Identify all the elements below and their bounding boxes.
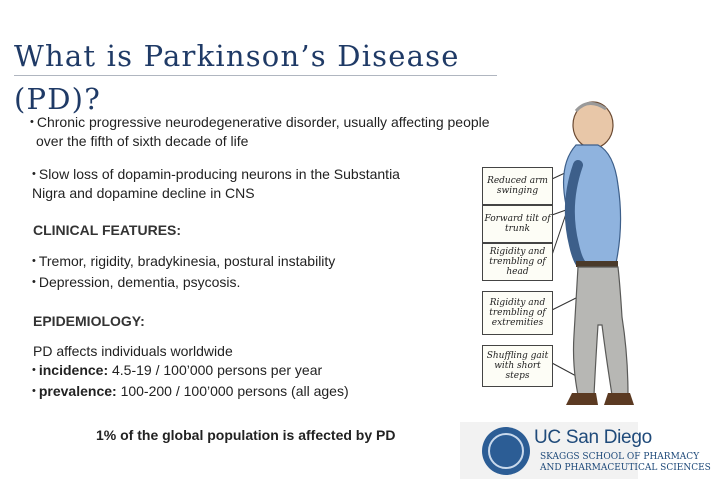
intro-bullet-2: • Slow loss of dopamin-producing neurons in the Substantia [32,166,400,182]
epidemiology-intro: PD affects individuals worldwide [33,343,233,359]
clinical-item-1: • Tremor, rigidity, bradykinesia, postural instability [32,253,336,269]
intro-bullet-2-continued: Nigra and dopamine decline in CNS [32,185,255,201]
footer-statement: 1% of the global population is affected by PD [96,427,396,443]
bullet-icon: • [32,168,36,180]
slide-title: What is Parkinson’s Disease [14,39,460,73]
slide-title-continued: (PD)? [14,82,101,116]
epidemiology-heading: EPIDEMIOLOGY: [33,313,145,329]
bullet-icon: • [32,385,36,397]
callout-forward-tilt: Forward tilt of trunk [482,205,553,243]
logo-school-name-continued: AND PHARMACEUTICAL SCIENCES [540,463,711,473]
intro-bullet-1-continued: over the fifth of sixth decade of life [36,133,249,149]
intro-bullet-1: • Chronic progressive neurodegenerative disorder, usually affecting people [30,114,490,130]
bullet-icon: • [32,255,36,267]
callout-head-rigidity: Rigidity and trembling of head [482,243,553,281]
logo-university-name: UC San Diego [534,427,652,448]
clinical-item-2: • Depression, dementia, psycosis. [32,274,241,290]
bullet-icon: • [30,116,34,128]
trousers-shape [574,267,629,395]
incidence-item: • incidence: 4.5-19 / 100’000 persons per year [32,362,323,378]
prevalence-item: • prevalence: 100-200 / 100’000 persons (all ages) [32,383,349,399]
university-seal-icon [482,427,530,475]
belt-shape [576,261,618,267]
bullet-icon: • [32,364,36,376]
bullet-icon: • [32,276,36,288]
ucsd-logo [460,422,711,479]
title-divider [14,75,497,76]
shoe-shape [604,393,634,405]
clinical-features-heading: CLINICAL FEATURES: [33,222,182,238]
callout-shuffling-gait: Shuffling gait with short steps [482,345,553,387]
callout-reduced-arm-swinging: Reduced arm swinging [482,167,553,205]
shoe-shape [566,393,598,405]
logo-school-name: SKAGGS SCHOOL OF PHARMACY [540,452,700,462]
callout-extremities-rigidity: Rigidity and trembling of extremities [482,291,553,335]
